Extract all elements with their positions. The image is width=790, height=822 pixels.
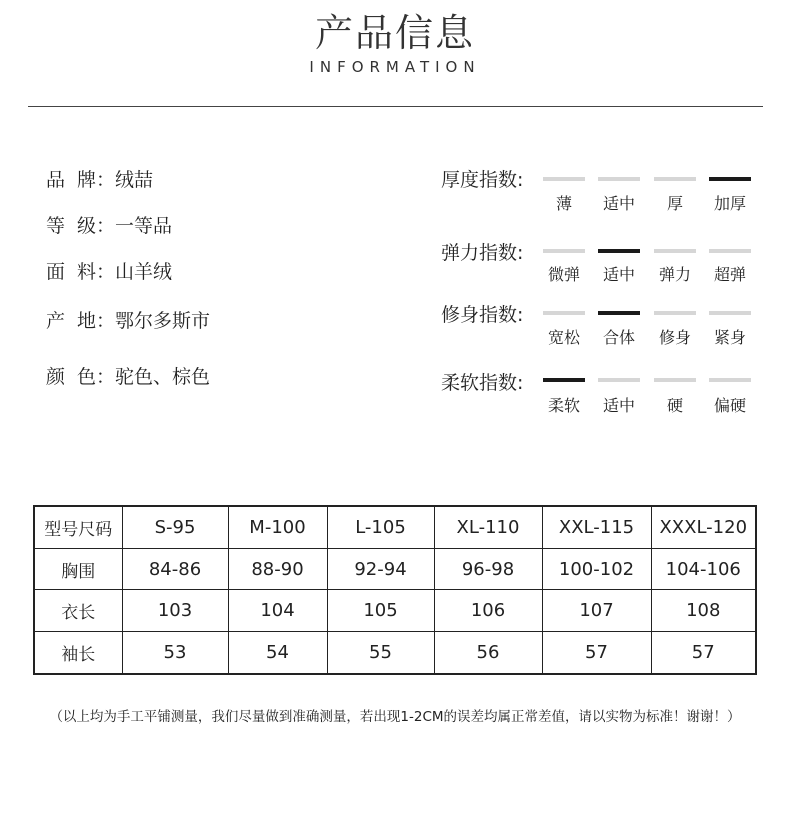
index-bar-active <box>709 177 751 181</box>
spec-value: 牌：绒喆 <box>77 169 154 191</box>
spec-color <box>46 362 210 389</box>
index-bar <box>654 249 696 253</box>
index-option: 硬 <box>666 396 683 415</box>
index-label: 修身指数: <box>441 304 524 326</box>
table-cell: 100-102 <box>542 548 651 590</box>
index-bar <box>598 378 640 382</box>
spec-value: 料：山羊绒 <box>77 261 173 283</box>
index-bar <box>654 177 696 181</box>
table-cell: 103 <box>122 590 228 632</box>
index-option: 适中 <box>602 194 635 213</box>
table-cell: 92-94 <box>327 548 434 590</box>
index-bar-active <box>598 311 640 315</box>
table-cell: 56 <box>434 632 542 674</box>
index-option: 弹力 <box>658 265 691 284</box>
table-cell: 84-86 <box>122 548 228 590</box>
index-option: 偏硬 <box>713 396 746 415</box>
table-cell: 104-106 <box>651 548 756 590</box>
spec-value: 级：一等品 <box>77 215 173 237</box>
index-option: 适中 <box>602 396 635 415</box>
index-option: 修身 <box>658 328 691 347</box>
table-cell: 衣长 <box>34 590 122 632</box>
index-option: 适中 <box>602 265 635 284</box>
page-subtitle: INFORMATION <box>309 58 481 76</box>
index-bar <box>654 311 696 315</box>
table-cell: 104 <box>228 590 327 632</box>
header-divider <box>28 106 763 107</box>
table-cell: XXL-115 <box>542 506 651 548</box>
table-cell: 54 <box>228 632 327 674</box>
table-cell: 105 <box>327 590 434 632</box>
index-option: 柔软 <box>547 396 580 415</box>
index-bar <box>543 249 585 253</box>
table-cell: 53 <box>122 632 228 674</box>
index-bar <box>709 311 751 315</box>
table-cell: 胸围 <box>34 548 122 590</box>
page-title: 产品信息 <box>314 11 475 55</box>
table-cell: 57 <box>651 632 756 674</box>
table-cell: M-100 <box>228 506 327 548</box>
spec-key-char: 品 <box>46 169 66 191</box>
table-cell: XL-110 <box>434 506 542 548</box>
index-label: 厚度指数: <box>441 169 524 191</box>
table-cell: L-105 <box>327 506 434 548</box>
index-bar-active <box>598 249 640 253</box>
spec-key-char: 产 <box>46 310 66 332</box>
table-cell: XXXL-120 <box>651 506 756 548</box>
index-option: 宽松 <box>547 328 580 347</box>
index-option: 紧身 <box>713 328 746 347</box>
table-cell: 107 <box>542 590 651 632</box>
index-label: 柔软指数: <box>441 372 524 394</box>
index-bar <box>543 311 585 315</box>
table-row <box>34 590 756 632</box>
index-label: 弹力指数: <box>441 242 524 264</box>
table-cell: 55 <box>327 632 434 674</box>
table-cell: S-95 <box>122 506 228 548</box>
table-cell: 108 <box>651 590 756 632</box>
spec-origin <box>46 306 210 333</box>
table-row <box>34 506 756 548</box>
measurement-note: （以上均为手工平铺测量，我们尽量做到准确测量，若出现1-2CM的误差均属正常差值，请以实物为标准！谢谢！） <box>49 709 741 725</box>
table-cell: 袖长 <box>34 632 122 674</box>
index-bar <box>598 177 640 181</box>
spec-key-char: 等 <box>46 215 66 237</box>
spec-value: 色：驼色、棕色 <box>77 366 211 388</box>
table-cell: 96-98 <box>434 548 542 590</box>
index-option: 薄 <box>555 194 572 213</box>
index-option: 超弹 <box>713 265 746 284</box>
table-cell: 88-90 <box>228 548 327 590</box>
index-bar <box>654 378 696 382</box>
spec-grade <box>46 211 172 238</box>
index-option: 加厚 <box>713 194 746 213</box>
index-bar <box>709 378 751 382</box>
spec-brand <box>46 165 153 192</box>
table-cell: 型号尺码 <box>34 506 122 548</box>
table-row <box>34 548 756 590</box>
table-row <box>34 632 756 674</box>
spec-material <box>46 257 172 284</box>
index-bar <box>543 177 585 181</box>
index-option: 微弹 <box>547 265 580 284</box>
index-option: 厚 <box>666 194 683 213</box>
spec-key-char: 颜 <box>46 366 66 388</box>
index-option: 合体 <box>602 328 635 347</box>
spec-key-char: 面 <box>46 261 66 283</box>
index-bar <box>709 249 751 253</box>
index-bar-active <box>543 378 585 382</box>
size-table <box>33 505 757 675</box>
spec-value: 地：鄂尔多斯市 <box>77 310 211 332</box>
table-cell: 57 <box>542 632 651 674</box>
table-cell: 106 <box>434 590 542 632</box>
